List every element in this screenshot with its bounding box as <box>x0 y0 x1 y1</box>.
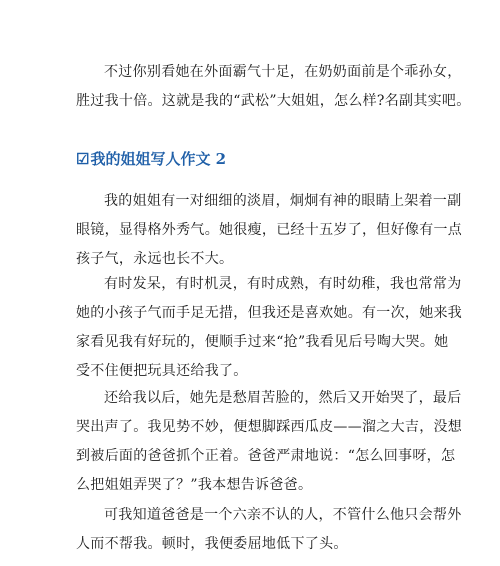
paragraph-appearance <box>76 187 463 274</box>
text-line: 到被后面的爸爸抓个正着。爸爸严肃地说：“怎么回事呀，怎 <box>76 448 456 464</box>
text-line: 哭出声了。我见势不妙，便想脚踩西瓜皮——溜之大吉，没想 <box>76 419 463 435</box>
text-line: 眼镜，显得格外秀气。她很瘦，已经十五岁了，但好像有一点 <box>76 222 463 238</box>
paragraph-crying <box>76 384 463 500</box>
text-line: 孩子气，永远也长不大。 <box>76 251 234 267</box>
paragraph-personality <box>76 270 463 386</box>
paragraph-ending <box>76 501 462 559</box>
text-line: 我的姐姐有一对细细的淡眉，炯炯有神的眼睛上架着一副 <box>104 193 462 209</box>
text-line: 受不住便把玩具还给我了。 <box>76 363 248 379</box>
text-line: 么把姐姐弄哭了？”我本想告诉爸爸。 <box>76 477 313 493</box>
text-line: 有时发呆，有时机灵，有时成熟，有时幼稚，我也常常为 <box>104 276 462 292</box>
text-line: 不过你别看她在外面霸气十足，在奶奶面前是个乖孙女， <box>104 64 462 80</box>
text-line: 家看见我有好玩的，便顺手过来“抢”我看见后号啕大哭。她 <box>76 334 449 350</box>
text-line: 胜过我十倍。这就是我的“武松”大姐姐，怎么样?名副其实吧。 <box>76 93 471 109</box>
text-line: 还给我以后，她先是愁眉苦脸的，然后又开始哭了，最后 <box>104 390 462 406</box>
text-line: 人而不帮我。顿时，我便委屈地低下了头。 <box>76 536 348 552</box>
section-heading <box>76 145 226 174</box>
text-line: 可我知道爸爸是一个六亲不认的人，不管什么他只会帮外 <box>104 507 462 523</box>
paragraph-intro <box>76 58 471 116</box>
section-heading-text: 我的姐姐写人作文 2 <box>90 150 227 168</box>
text-line: 她的小孩子气而手足无措，但我还是喜欢她。有一次，她来我 <box>76 305 463 321</box>
checkbox-icon: ☑ <box>76 150 90 168</box>
